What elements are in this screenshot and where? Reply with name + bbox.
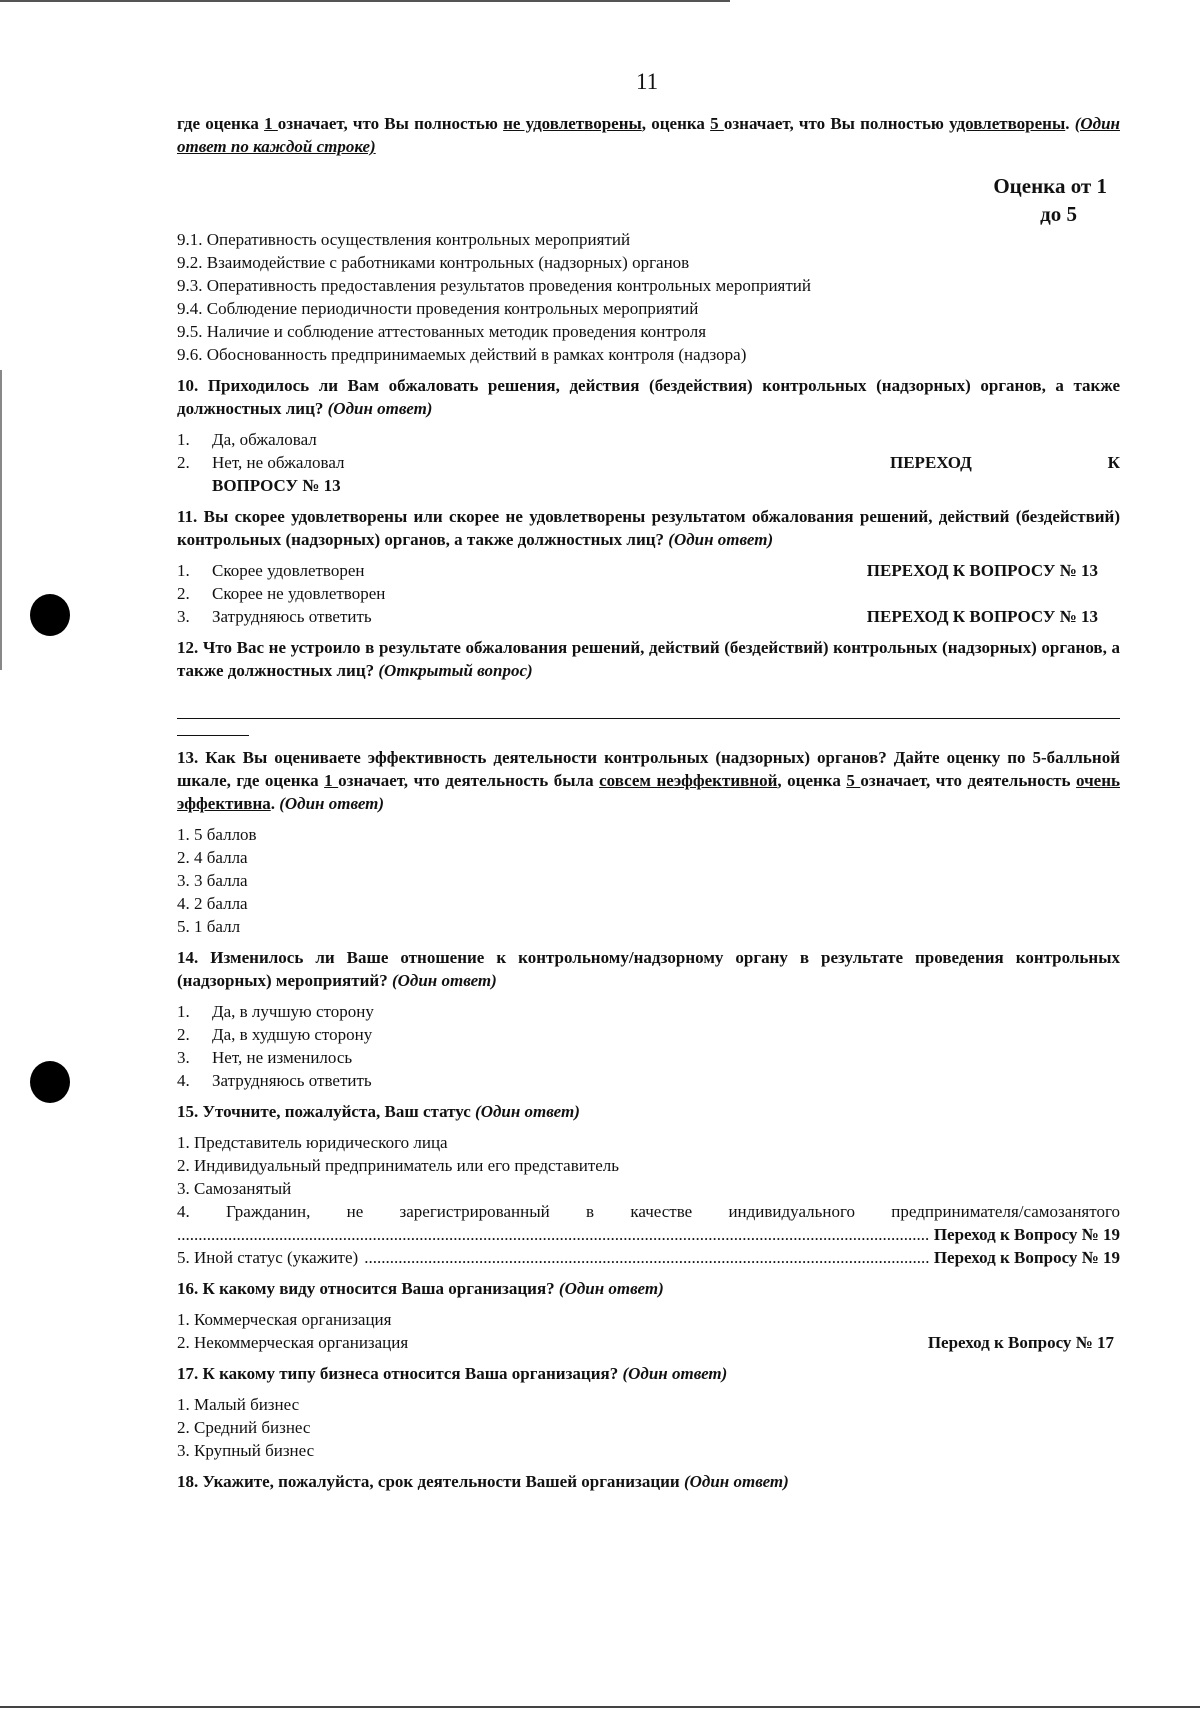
intro-paragraph [177, 112, 1120, 158]
goto-label: К [1107, 453, 1120, 472]
option-label: Скорее удовлетворен [212, 561, 365, 580]
rating-header-line2: до 5 [1040, 202, 1077, 226]
q15-option-4-goto-row [177, 1223, 1120, 1246]
goto-label: ПЕРЕХОД К ВОПРОСУ № 13 [866, 561, 1098, 580]
page-content [177, 112, 1120, 1493]
option-label: Затрудняюсь ответить [212, 607, 372, 626]
rating-header [177, 172, 1120, 228]
intro-not-satisfied: не удовлетворены [503, 114, 642, 133]
q10-goto-cont: ВОПРОСУ № 13 [212, 476, 341, 495]
q18-question [177, 1470, 1120, 1493]
q11-note: (Один ответ) [668, 530, 774, 549]
q9-item: 9.4. Соблюдение периодичности проведения контрольных мероприятий [177, 299, 699, 318]
q16-note: (Один ответ) [558, 1279, 664, 1298]
q13-option: 1. 5 баллов [177, 825, 257, 844]
q9-item: 9.6. Обоснованность предпринимаемых действий в рамках контроля (надзора) [177, 345, 747, 364]
q15-option: 1. Представитель юридического лица [177, 1133, 448, 1152]
intro-text: . [1065, 114, 1075, 133]
option-label: Да, обжаловал [212, 430, 317, 449]
intro-text: где оценка [177, 114, 265, 133]
q13-option: 5. 1 балл [177, 917, 241, 936]
q15-option-4: 4. Гражданин, не зарегистрированный в качестве индивидуального предпринимателя/самозанятого [177, 1202, 1120, 1221]
bottom-scan-line [0, 1706, 1200, 1708]
intro-score-1: 1 [264, 114, 278, 133]
option-label: Скорее не удовлетворен [212, 584, 386, 603]
option-label: Затрудняюсь ответить [212, 1071, 372, 1090]
q13-text: означает, что деятельность [860, 771, 1077, 790]
option-number: 2. [177, 1025, 190, 1044]
q17-note: (Один ответ) [622, 1364, 728, 1383]
option-number: 3. [177, 607, 190, 626]
q13-question [177, 746, 1120, 815]
option-label: 2. Некоммерческая организация [177, 1333, 409, 1352]
q11-option [177, 605, 1120, 628]
q11-option [177, 582, 1120, 605]
q17-question [177, 1362, 1120, 1385]
option-label: Да, в худшую сторону [212, 1025, 373, 1044]
goto-label: Переход к Вопросу № 17 [927, 1333, 1114, 1352]
q9-list [177, 228, 1120, 366]
q14-note: (Один ответ) [391, 971, 497, 990]
intro-satisfied: удовлетворены [949, 114, 1066, 133]
q9-item: 9.5. Наличие и соблюдение аттестованных методик проведения контроля [177, 322, 707, 341]
q13-option: 2. 4 балла [177, 848, 248, 867]
q13-text: . [270, 794, 280, 813]
option-label: Нет, не обжаловал [212, 453, 345, 472]
left-scan-edge [0, 370, 2, 670]
q10-option [177, 428, 1120, 451]
intro-note: (Один ответ по каждой строке) [177, 114, 1120, 156]
q16-option: 1. Коммерческая организация [177, 1310, 392, 1329]
top-scan-line [0, 0, 730, 2]
q16-option-row [177, 1331, 1120, 1354]
q16-question [177, 1277, 1120, 1300]
page-number: 11 [636, 69, 659, 94]
q14-option [177, 1069, 1120, 1092]
q13-text: , оценка [777, 771, 847, 790]
q17-option: 2. Средний бизнес [177, 1418, 311, 1437]
q9-item: 9.3. Оперативность предоставления результатов проведения контрольных мероприятий [177, 276, 811, 295]
option-label: 5. Иной статус (укажите) [177, 1248, 359, 1267]
q16-text: 16. К какому виду относится Ваша организация? [177, 1279, 555, 1298]
goto-label: Переход к Вопросу № 19 [933, 1225, 1120, 1244]
q9-item: 9.1. Оперативность осуществления контрольных мероприятий [177, 230, 631, 249]
q13-text: 13. Как Вы оцениваете эффективность деятельности контрольных (надзорных) органов? Дайте оценку по 5-балльной шкале, где оценка [177, 748, 1120, 790]
q11-question [177, 505, 1120, 551]
q11-text: 11. Вы скорее удовлетворены или скорее не удовлетворены результатом обжалования решений, действий (бездействий) контрольных (надзорных) органов, а также должностных лиц? [177, 507, 1120, 549]
option-number: 4. [177, 1071, 190, 1090]
q13-very-effective: очень эффективна [177, 771, 1120, 813]
q12-answer-line-short[interactable] [177, 719, 249, 736]
dot-leader [364, 1246, 930, 1269]
q17-option: 1. Малый бизнес [177, 1395, 300, 1414]
q10-option [177, 451, 1120, 474]
q15-option: 3. Самозанятый [177, 1179, 292, 1198]
option-label: Нет, не изменилось [212, 1048, 353, 1067]
q10-question [177, 374, 1120, 420]
q17-text: 17. К какому типу бизнеса относится Ваша организация? [177, 1364, 619, 1383]
q13-note: (Один ответ) [279, 794, 385, 813]
option-number: 1. [177, 430, 190, 449]
q15-note: (Один ответ) [475, 1102, 580, 1121]
dot-leader [177, 1223, 930, 1246]
q13-not-effective: совсем неэффективной [599, 771, 778, 790]
q12-question [177, 636, 1120, 682]
option-number: 3. [177, 1048, 190, 1067]
q14-text: 14. Изменилось ли Ваше отношение к контрольному/надзорному органу в результате проведения контрольных (надзорных) мероприятий? [177, 948, 1120, 990]
q13-option: 4. 2 балла [177, 894, 248, 913]
option-label: Да, в лучшую сторону [212, 1002, 374, 1021]
goto-label: ПЕРЕХОД К ВОПРОСУ № 13 [866, 607, 1098, 626]
option-number: 1. [177, 1002, 190, 1021]
q15-option: 2. Индивидуальный предприниматель или его представитель [177, 1156, 620, 1175]
q12-text: 12. Что Вас не устроило в результате обжалования решений, действий (бездействий) контрольных (надзорных) органов, а также должностных лиц? [177, 638, 1120, 680]
intro-text: означает, что Вы полностью [723, 114, 950, 133]
q15-option-5 [177, 1246, 1120, 1269]
q13-score-5: 5 [846, 771, 861, 790]
q15-question [177, 1100, 1120, 1123]
q18-text: 18. Укажите, пожалуйста, срок деятельности Вашей организации [177, 1472, 680, 1491]
q14-question [177, 946, 1120, 992]
q10-text: 10. Приходилось ли Вам обжаловать решения, действия (бездействия) контрольных (надзорных) органов, а также должностных лиц? [177, 376, 1120, 418]
q14-option [177, 1046, 1120, 1069]
option-number: 1. [177, 561, 190, 580]
option-number: 2. [177, 584, 190, 603]
q15-text: 15. Уточните, пожалуйста, Ваш статус [177, 1102, 471, 1121]
q12-answer-line[interactable] [177, 682, 1120, 719]
q18-note: (Один ответ) [683, 1472, 789, 1491]
q14-option [177, 1023, 1120, 1046]
q13-score-1: 1 [324, 771, 339, 790]
rating-header-line1: Оценка от 1 [993, 174, 1107, 198]
intro-text: , оценка [641, 114, 711, 133]
goto-label: Переход к Вопросу № 19 [933, 1248, 1120, 1267]
q9-item: 9.2. Взаимодействие с работниками контрольных (надзорных) органов [177, 253, 690, 272]
intro-text: означает, что Вы полностью [277, 114, 504, 133]
intro-score-5: 5 [710, 114, 724, 133]
q17-option: 3. Крупный бизнес [177, 1441, 315, 1460]
q10-note: (Один ответ) [327, 399, 433, 418]
q12-note: (Открытый вопрос) [378, 661, 533, 680]
punch-hole-lower [30, 1061, 70, 1103]
q11-option [177, 559, 1120, 582]
goto-label: ПЕРЕХОД [890, 453, 972, 472]
option-number: 2. [177, 453, 190, 472]
q14-option [177, 1000, 1120, 1023]
punch-hole-upper [30, 594, 70, 636]
q13-text: означает, что деятельность была [338, 771, 600, 790]
q13-option: 3. 3 балла [177, 871, 248, 890]
